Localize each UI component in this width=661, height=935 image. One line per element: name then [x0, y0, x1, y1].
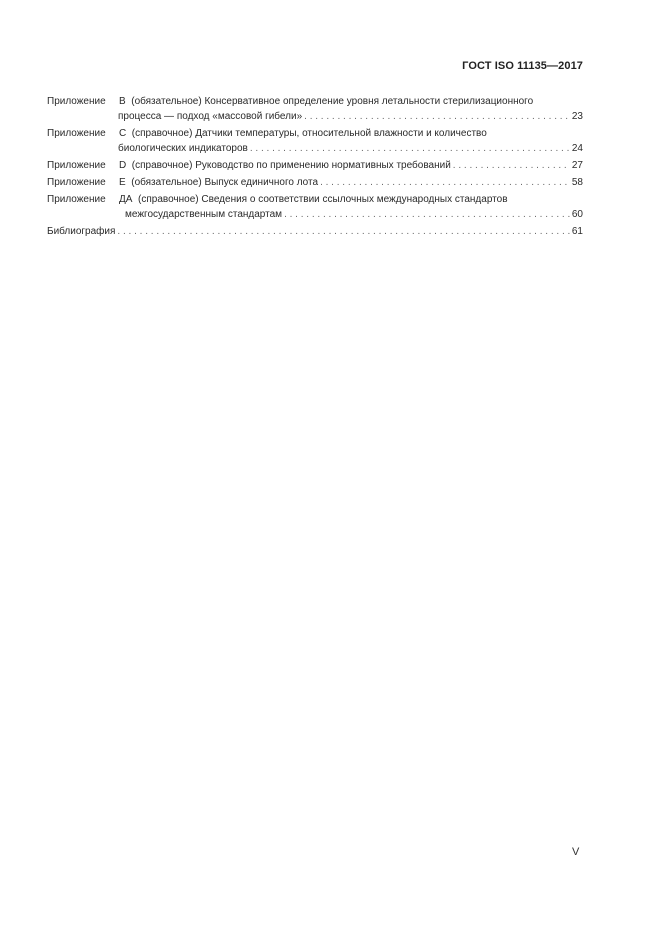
toc-entry-appendix-da[interactable] [47, 192, 583, 222]
toc-entry-status: (справочное) [138, 194, 199, 205]
toc-entry-prefix: Приложение [47, 96, 106, 107]
toc-entry-title: Сведения о соответствии ссылочных международных стандартов [201, 194, 508, 205]
toc-entry-prefix: Приложение [47, 177, 106, 188]
toc-entry-status: (обязательное) [131, 177, 202, 188]
toc-entry-title-continued: межгосударственным стандартам [125, 209, 283, 220]
toc-entry-status: (справочное) [131, 128, 193, 139]
toc-entry-page: 58 [571, 177, 583, 188]
dot-leader [250, 141, 570, 156]
toc-entry-letter: ДА [119, 194, 133, 205]
toc-entry-status: (обязательное) [131, 96, 202, 107]
toc-entry-page: 27 [571, 160, 583, 171]
toc-entry-title: Выпуск единичного лота [204, 177, 319, 188]
toc-entry-appendix-b[interactable] [47, 94, 583, 124]
toc-entry-title: Библиография [47, 226, 116, 237]
toc-entry-title-continued: процесса — подход «массовой гибели» [118, 111, 303, 122]
toc-entry-page: 60 [571, 209, 583, 220]
dot-leader [284, 207, 570, 222]
toc-entry-page: 23 [571, 111, 583, 122]
toc-entry-appendix-d[interactable] [47, 158, 583, 173]
toc-entry-title: Консервативное определение уровня летальности стерилизационного [204, 96, 534, 107]
dot-leader [304, 109, 570, 124]
toc-entry-prefix: Приложение [47, 128, 106, 139]
table-of-contents [47, 94, 583, 239]
page-number: V [572, 846, 580, 858]
toc-entry-page: 61 [571, 226, 583, 237]
toc-entry-prefix: Приложение [47, 194, 106, 205]
toc-entry-status: (справочное) [131, 160, 193, 171]
toc-entry-title: Датчики температуры, относительной влажности и количество [195, 128, 487, 139]
toc-entry-appendix-e[interactable] [47, 175, 583, 190]
toc-entry-prefix: Приложение [47, 160, 106, 171]
toc-entry-letter: C [119, 128, 127, 139]
toc-entry-appendix-c[interactable] [47, 126, 583, 156]
toc-entry-page: 24 [571, 143, 583, 154]
toc-entry-title-continued: биологических индикаторов [118, 143, 248, 154]
toc-entry-letter: D [119, 160, 127, 171]
document-header-standard-code: ГОСТ ISO 11135—2017 [462, 60, 583, 72]
toc-entry-letter: B [119, 96, 126, 107]
dot-leader [453, 158, 570, 173]
toc-entry-letter: E [119, 177, 126, 188]
toc-entry-bibliography[interactable] [47, 224, 583, 239]
dot-leader [320, 175, 570, 190]
dot-leader [117, 224, 569, 239]
toc-entry-title: Руководство по применению нормативных требований [195, 160, 451, 171]
